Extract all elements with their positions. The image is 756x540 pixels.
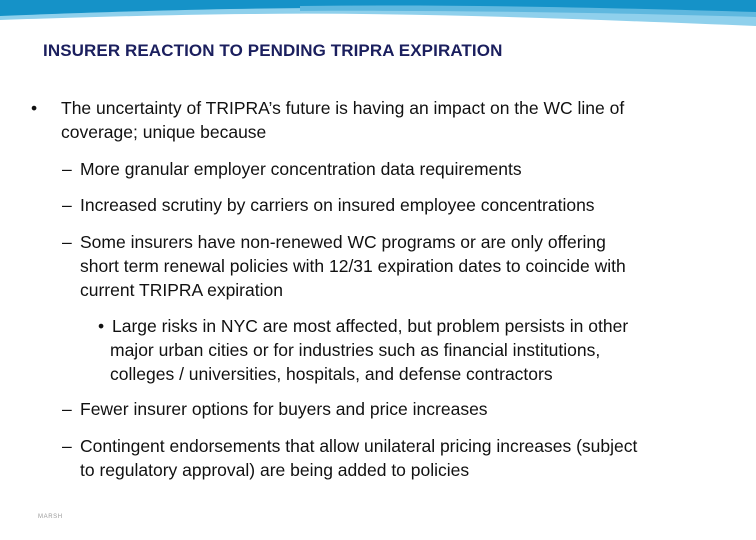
sub-item-line: to regulatory approval) are being added to policies	[80, 460, 470, 480]
bullet-marker: •	[98, 316, 105, 336]
sub-item-line: Contingent endorsements that allow unilateral pricing increases (subject	[80, 436, 638, 456]
sub-item-line: Some insurers have non-renewed WC programs or are only offering	[80, 232, 606, 252]
sub-sub-item-line: colleges / universities, hospitals, and defense contractors	[110, 364, 553, 384]
dash-marker: –	[62, 232, 72, 252]
slide-title: INSURER REACTION TO PENDING TRIPRA EXPIRATION	[43, 41, 503, 60]
sub-item-line: More granular employer concentration data requirements	[80, 159, 522, 179]
dash-marker: –	[62, 399, 72, 419]
header-band	[0, 0, 756, 34]
sub-sub-item-line: major urban cities or for industries such as financial institutions,	[110, 340, 601, 360]
dash-marker: –	[62, 159, 72, 179]
bullet-marker: •	[31, 98, 38, 118]
sub-item-line: short term renewal policies with 12/31 expiration dates to coincide with	[80, 256, 626, 276]
sub-item-line: current TRIPRA expiration	[80, 280, 283, 300]
sub-item-line: Fewer insurer options for buyers and price increases	[80, 399, 488, 419]
footer-logo: MARSH	[38, 514, 63, 520]
header-wave-graphic	[0, 0, 756, 34]
dash-marker: –	[62, 195, 72, 215]
sub-sub-item-line: Large risks in NYC are most affected, but problem persists in other	[112, 316, 629, 336]
dash-marker: –	[62, 436, 72, 456]
sub-item-line: Increased scrutiny by carriers on insured employee concentrations	[80, 195, 595, 215]
bullet-line: coverage; unique because	[61, 122, 267, 142]
bullet-line: The uncertainty of TRIPRA’s future is having an impact on the WC line of	[61, 98, 625, 118]
